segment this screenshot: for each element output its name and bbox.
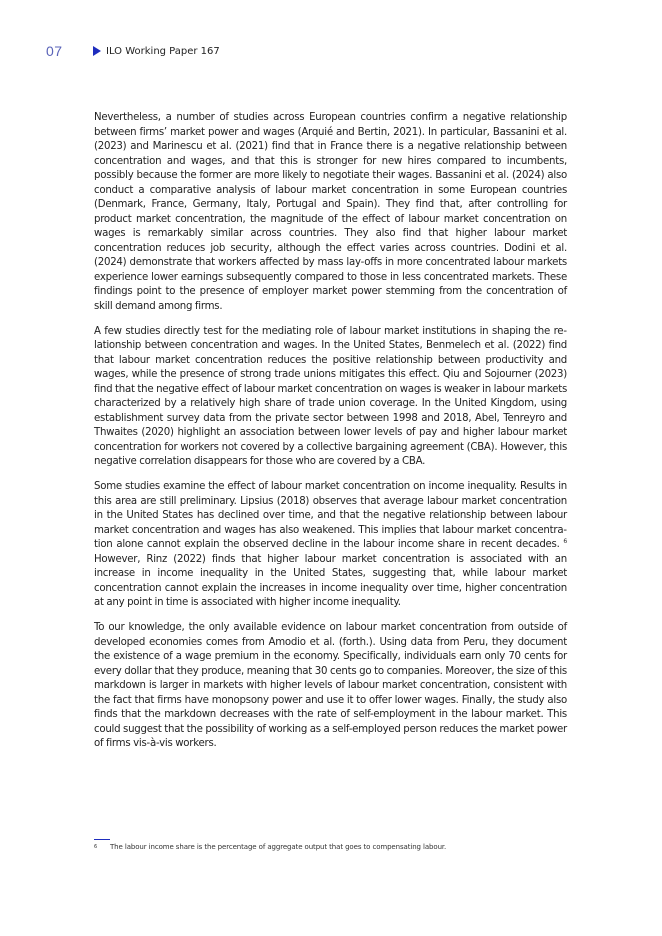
footnote-divider <box>94 839 110 840</box>
paragraph-text: Nevertheless, a number of studies across European countries confirm a negative relationship between firms’ market power and wages (Arquié and Bertin, 2021). In particular, Bassanini et al. (2023) and Marinescu et al. (2021) find that in France there is a negative relationship between concentration and wages, and that this is stronger for new hires compared to incumbents, possibly because the former are more likely to negotiate their wages. Bassanini et al. (2024) also conduct a comparative analysis of labour market concentration in some European countries (Denmark, France, Germany, Italy, Portugal and Spain). They find that, after controlling for product market concentration, the magnitude of the effect of labour market concentration on wages is remarkably similar across countries. They also find that higher labour market concentration reduces job security, although the effect varies across countries. Dodini et al. (2024) demonstrate that workers affected by mass lay-offs in more concentrated labour markets experience lower earnings subsequently compared to those in less concentrated markets. These findings point to the presence of employer market power stemming from the concentration of skill demand among firms. <box>94 112 567 312</box>
page-number: 07 <box>46 43 63 59</box>
paragraph-text-continued: However, Rinz (2022) finds that higher labour market concentration is associated with an increase in income inequality in the United States, suggesting that, while labour market concentration cannot explain the increases in income inequality over time, higher concentration at any point in time is associated with higher income inequality. <box>94 553 567 608</box>
paragraph-inequality <box>94 480 567 611</box>
paragraph-text: Some studies examine the effect of labour market concentration on income inequality. Results in this area are still preliminary. Lipsius (2018) observes that average labour market concentration in the United States has declined over time, and that the negative relationship between labour market concentration and wages has also weakened. This implies that labour market concentration alone cannot explain the observed decline in the labour income share in recent decades. <box>94 481 567 550</box>
footnote-text: The labour income share is the percentage of aggregate output that goes to compensating labour. <box>110 843 447 851</box>
footnote <box>94 843 446 851</box>
paragraph-text: To our knowledge, the only available evidence on labour market concentration from outside of developed economies comes from Amodio et al. (forth.). Using data from Peru, they document the existence of a wage premium in the economy. Specifically, individuals earn only 70 cents for every dollar that they produce, meaning that 30 cents go to companies. Moreover, the size of this markdown is larger in markets with higher levels of labour market concentration, consistent with the fact that firms have monopsony power and use it to offer lower wages. Finally, the study also finds that the markdown decreases with the rate of self-employment in the labour market. This could suggest that the possibility of working as a self-employed person reduces the market power of firms vis-à-vis workers. <box>94 622 567 749</box>
paragraph-european-studies <box>94 111 567 314</box>
paragraph-text: A few studies directly test for the mediating role of labour market institutions in shaping the relationship between concentration and wages. In the United States, Benmelech et al. (2022) find that labour market concentration reduces the positive relationship between productivity and wages, while the presence of strong trade unions mitigates this effect. Qiu and Sojourner (2023) find that the negative effect of labour market concentration on wages is weaker in labour markets characterized by a relatively high share of trade union coverage. In the United Kingdom, using establishment survey data from the private sector between 1998 and 2018, Abel, Tenreyro and Thwaites (2020) highlight an association between lower levels of pay and higher labour market concentration for workers not covered by a collective bargaining agreement (CBA). However, this negative correlation disappears for those who are covered by a CBA. <box>94 325 567 467</box>
footnote-mark: 6 <box>94 844 98 850</box>
page-header <box>46 42 220 60</box>
paragraph-institutions <box>94 325 567 470</box>
body-text <box>94 111 567 762</box>
document-title: ILO Working Paper 167 <box>106 45 220 57</box>
footnote-reference[interactable]: 6 <box>563 538 567 545</box>
triangle-right-icon <box>93 46 101 56</box>
paragraph-developing-economies <box>94 621 567 752</box>
